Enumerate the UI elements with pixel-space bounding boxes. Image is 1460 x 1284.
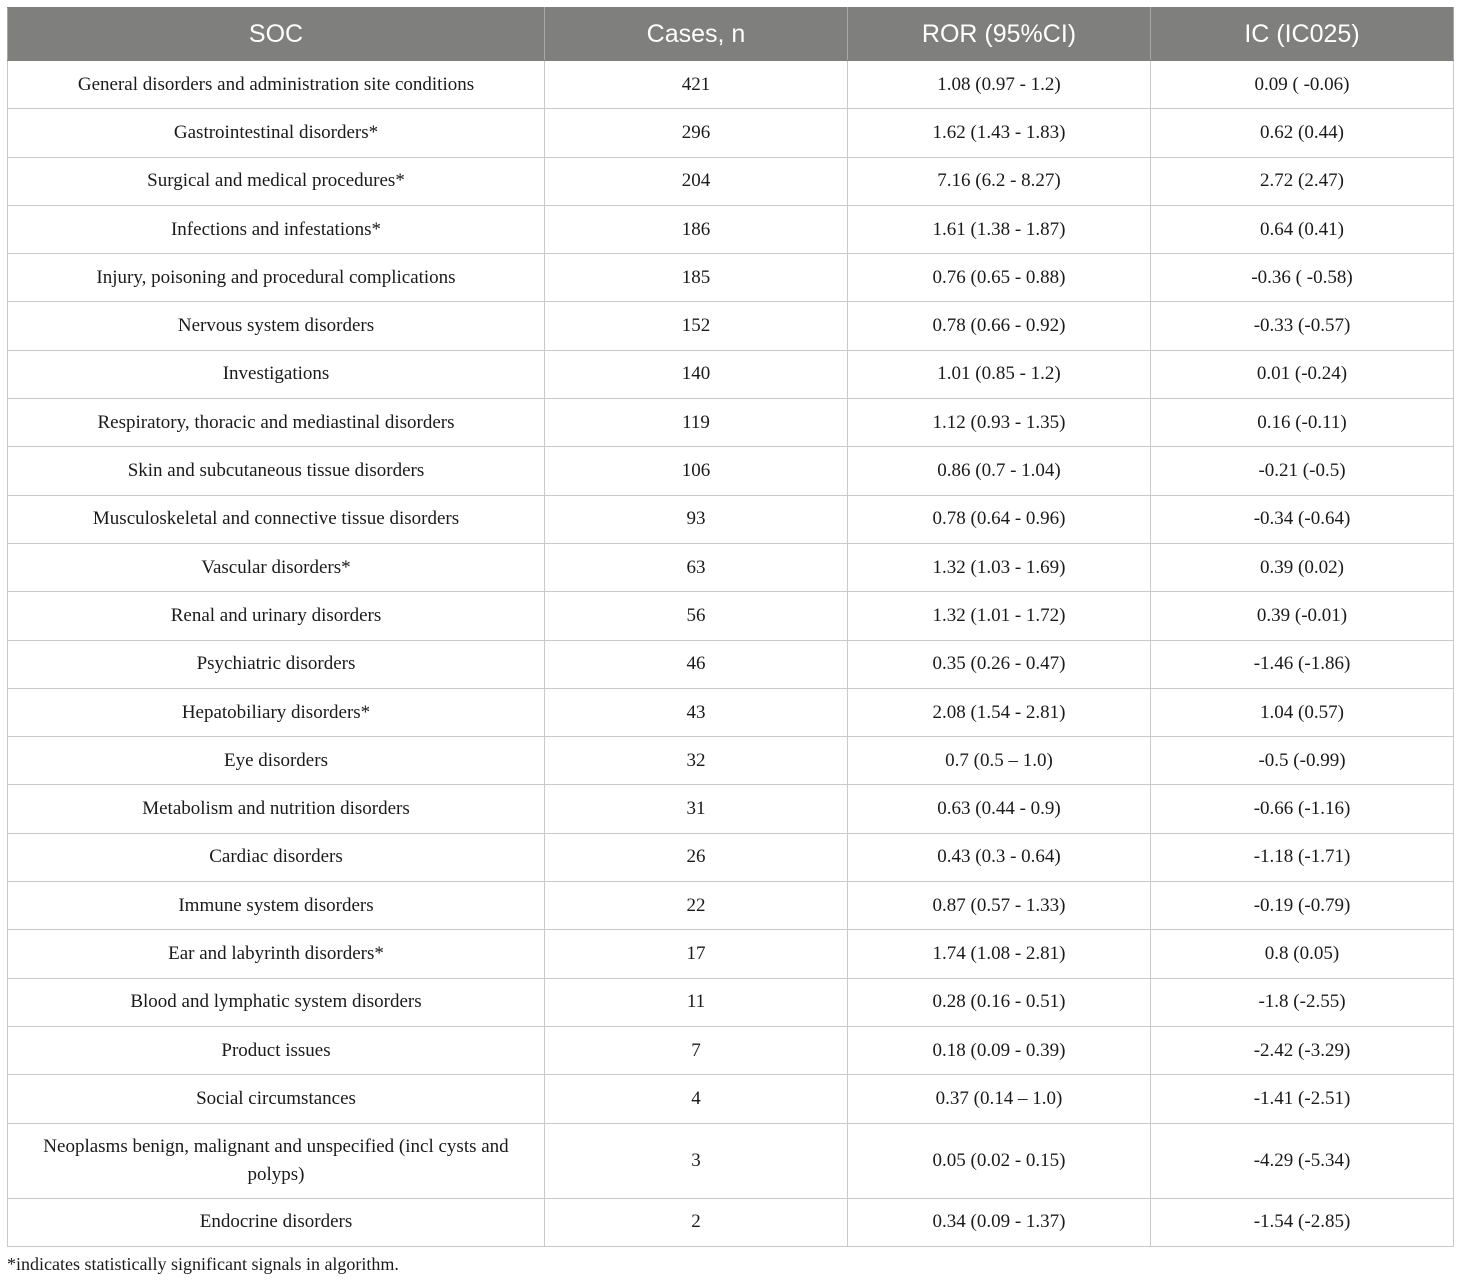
cell-soc: Blood and lymphatic system disorders	[8, 978, 545, 1026]
header-soc: SOC	[8, 8, 545, 61]
table-row	[8, 350, 1454, 398]
cell-ror: 1.01 (0.85 - 1.2)	[848, 350, 1151, 398]
cell-soc: Nervous system disorders	[8, 302, 545, 350]
cell-ror: 0.76 (0.65 - 0.88)	[848, 254, 1151, 302]
soc-signal-table-container	[7, 7, 1453, 1247]
table-footnote: *indicates statistically significant signals in algorithm.	[7, 1254, 399, 1274]
cell-cases: 106	[545, 447, 848, 495]
cell-ic: 0.39 (0.02)	[1151, 543, 1454, 591]
cell-ror: 1.08 (0.97 - 1.2)	[848, 61, 1151, 109]
cell-ror: 0.87 (0.57 - 1.33)	[848, 882, 1151, 930]
cell-cases: 119	[545, 399, 848, 447]
cell-ror: 0.7 (0.5 – 1.0)	[848, 737, 1151, 785]
header-row	[8, 8, 1454, 61]
cell-cases: 296	[545, 109, 848, 157]
cell-soc: Skin and subcutaneous tissue disorders	[8, 447, 545, 495]
header-ic: IC (IC025)	[1151, 8, 1454, 61]
cell-soc: General disorders and administration site conditions	[8, 61, 545, 109]
table-row	[8, 302, 1454, 350]
cell-soc: Cardiac disorders	[8, 833, 545, 881]
cell-ror: 0.28 (0.16 - 0.51)	[848, 978, 1151, 1026]
cell-soc: Gastrointestinal disorders*	[8, 109, 545, 157]
cell-soc: Vascular disorders*	[8, 543, 545, 591]
cell-ic: 1.04 (0.57)	[1151, 688, 1454, 736]
cell-soc: Eye disorders	[8, 737, 545, 785]
cell-ic: -1.18 (-1.71)	[1151, 833, 1454, 881]
cell-ic: -1.46 (-1.86)	[1151, 640, 1454, 688]
cell-soc: Injury, poisoning and procedural complications	[8, 254, 545, 302]
table-row	[8, 1075, 1454, 1123]
table-row	[8, 1026, 1454, 1074]
cell-ror: 2.08 (1.54 - 2.81)	[848, 688, 1151, 736]
cell-cases: 2	[545, 1198, 848, 1246]
cell-soc: Musculoskeletal and connective tissue disorders	[8, 495, 545, 543]
cell-soc: Ear and labyrinth disorders*	[8, 930, 545, 978]
table-row	[8, 978, 1454, 1026]
cell-ic: 0.64 (0.41)	[1151, 205, 1454, 253]
cell-soc: Endocrine disorders	[8, 1198, 545, 1246]
table-row	[8, 930, 1454, 978]
table-row	[8, 737, 1454, 785]
cell-ror: 1.61 (1.38 - 1.87)	[848, 205, 1151, 253]
cell-cases: 421	[545, 61, 848, 109]
cell-ror: 0.63 (0.44 - 0.9)	[848, 785, 1151, 833]
cell-cases: 204	[545, 157, 848, 205]
cell-cases: 140	[545, 350, 848, 398]
cell-cases: 4	[545, 1075, 848, 1123]
cell-ror: 0.05 (0.02 - 0.15)	[848, 1123, 1151, 1198]
table-row	[8, 61, 1454, 109]
cell-ror: 1.32 (1.03 - 1.69)	[848, 543, 1151, 591]
cell-ror: 0.43 (0.3 - 0.64)	[848, 833, 1151, 881]
cell-ror: 0.78 (0.66 - 0.92)	[848, 302, 1151, 350]
table-row	[8, 1123, 1454, 1198]
cell-ic: -0.36 ( -0.58)	[1151, 254, 1454, 302]
cell-ic: -1.41 (-2.51)	[1151, 1075, 1454, 1123]
cell-soc: Psychiatric disorders	[8, 640, 545, 688]
cell-soc: Social circumstances	[8, 1075, 545, 1123]
cell-soc: Metabolism and nutrition disorders	[8, 785, 545, 833]
cell-ror: 1.74 (1.08 - 2.81)	[848, 930, 1151, 978]
header-ror: ROR (95%CI)	[848, 8, 1151, 61]
table-row	[8, 592, 1454, 640]
header-cases: Cases, n	[545, 8, 848, 61]
cell-ror: 0.78 (0.64 - 0.96)	[848, 495, 1151, 543]
cell-ror: 7.16 (6.2 - 8.27)	[848, 157, 1151, 205]
table-row	[8, 205, 1454, 253]
cell-soc: Infections and infestations*	[8, 205, 545, 253]
cell-ic: 0.62 (0.44)	[1151, 109, 1454, 157]
cell-ror: 0.35 (0.26 - 0.47)	[848, 640, 1151, 688]
cell-ic: -1.8 (-2.55)	[1151, 978, 1454, 1026]
cell-soc: Neoplasms benign, malignant and unspecified (incl cysts and polyps)	[8, 1123, 545, 1198]
table-row	[8, 157, 1454, 205]
cell-cases: 22	[545, 882, 848, 930]
cell-cases: 11	[545, 978, 848, 1026]
cell-ror: 0.18 (0.09 - 0.39)	[848, 1026, 1151, 1074]
cell-cases: 46	[545, 640, 848, 688]
cell-ror: 0.86 (0.7 - 1.04)	[848, 447, 1151, 495]
cell-ic: -0.5 (-0.99)	[1151, 737, 1454, 785]
table-body	[8, 61, 1454, 1247]
table-row	[8, 399, 1454, 447]
cell-cases: 93	[545, 495, 848, 543]
table-row	[8, 640, 1454, 688]
table-row	[8, 1198, 1454, 1246]
cell-soc: Renal and urinary disorders	[8, 592, 545, 640]
cell-cases: 7	[545, 1026, 848, 1074]
cell-cases: 3	[545, 1123, 848, 1198]
cell-cases: 63	[545, 543, 848, 591]
cell-ic: -0.34 (-0.64)	[1151, 495, 1454, 543]
soc-signal-table	[7, 7, 1454, 1247]
table-row	[8, 882, 1454, 930]
cell-ic: -4.29 (-5.34)	[1151, 1123, 1454, 1198]
cell-ic: -0.66 (-1.16)	[1151, 785, 1454, 833]
cell-ic: 0.8 (0.05)	[1151, 930, 1454, 978]
cell-cases: 186	[545, 205, 848, 253]
cell-cases: 17	[545, 930, 848, 978]
cell-soc: Investigations	[8, 350, 545, 398]
table-row	[8, 447, 1454, 495]
table-row	[8, 495, 1454, 543]
table-row	[8, 254, 1454, 302]
cell-soc: Immune system disorders	[8, 882, 545, 930]
table-row	[8, 833, 1454, 881]
cell-cases: 185	[545, 254, 848, 302]
cell-soc: Product issues	[8, 1026, 545, 1074]
cell-ic: 0.39 (-0.01)	[1151, 592, 1454, 640]
cell-ic: 0.01 (-0.24)	[1151, 350, 1454, 398]
cell-cases: 31	[545, 785, 848, 833]
cell-cases: 152	[545, 302, 848, 350]
cell-ic: -0.33 (-0.57)	[1151, 302, 1454, 350]
table-row	[8, 109, 1454, 157]
cell-ror: 1.12 (0.93 - 1.35)	[848, 399, 1151, 447]
cell-ic: -1.54 (-2.85)	[1151, 1198, 1454, 1246]
cell-cases: 56	[545, 592, 848, 640]
cell-soc: Surgical and medical procedures*	[8, 157, 545, 205]
cell-ic: -0.21 (-0.5)	[1151, 447, 1454, 495]
cell-soc: Respiratory, thoracic and mediastinal disorders	[8, 399, 545, 447]
cell-ror: 0.34 (0.09 - 1.37)	[848, 1198, 1151, 1246]
cell-cases: 26	[545, 833, 848, 881]
table-header	[8, 8, 1454, 61]
cell-ror: 0.37 (0.14 – 1.0)	[848, 1075, 1151, 1123]
cell-ror: 1.32 (1.01 - 1.72)	[848, 592, 1151, 640]
cell-ic: 0.09 ( -0.06)	[1151, 61, 1454, 109]
cell-cases: 32	[545, 737, 848, 785]
cell-ic: -2.42 (-3.29)	[1151, 1026, 1454, 1074]
cell-ic: -0.19 (-0.79)	[1151, 882, 1454, 930]
cell-soc: Hepatobiliary disorders*	[8, 688, 545, 736]
cell-ror: 1.62 (1.43 - 1.83)	[848, 109, 1151, 157]
cell-ic: 0.16 (-0.11)	[1151, 399, 1454, 447]
table-row	[8, 785, 1454, 833]
table-row	[8, 543, 1454, 591]
cell-cases: 43	[545, 688, 848, 736]
table-row	[8, 688, 1454, 736]
cell-ic: 2.72 (2.47)	[1151, 157, 1454, 205]
